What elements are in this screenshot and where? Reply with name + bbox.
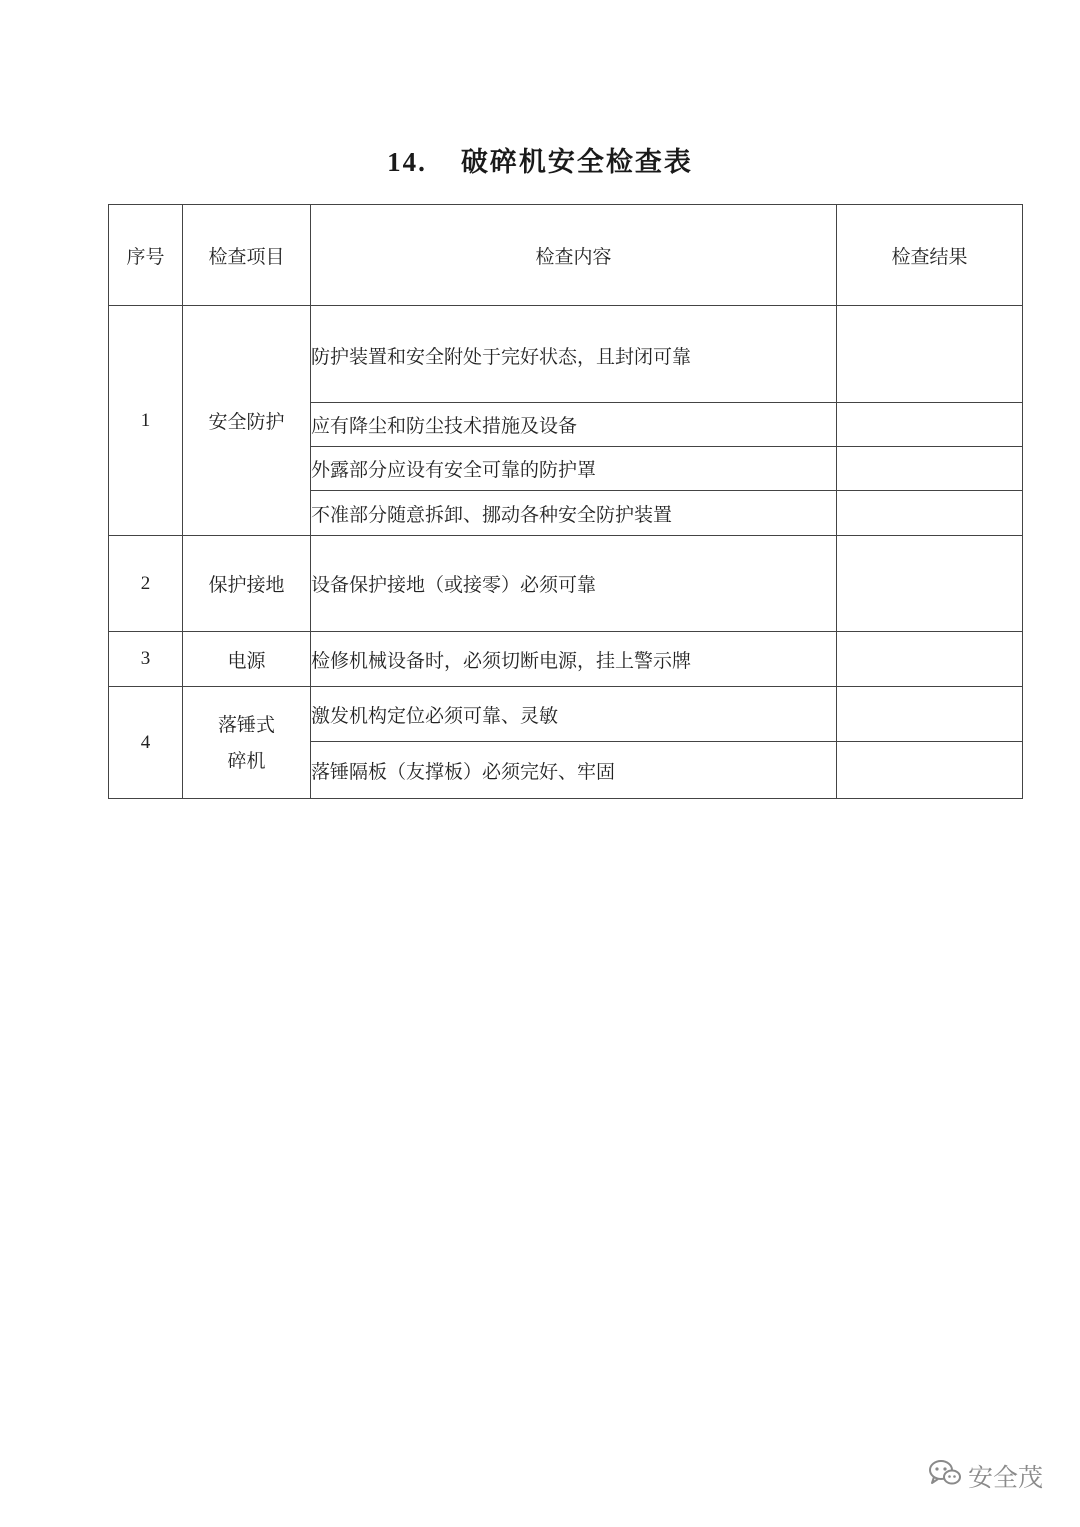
watermark — [928, 1456, 1043, 1496]
result-cell[interactable] — [837, 491, 1023, 536]
content-cell: 设备保护接地（或接零）必须可靠 — [311, 536, 837, 632]
result-cell[interactable] — [837, 687, 1023, 742]
item-line: 落锤式 — [217, 713, 275, 736]
table-row — [109, 306, 1023, 403]
seq-cell: 1 — [109, 306, 183, 536]
content-cell: 外露部分应设有安全可靠的防护罩 — [311, 447, 837, 491]
result-cell[interactable] — [837, 536, 1023, 632]
title-text: 破碎机安全检查表 — [460, 147, 693, 178]
result-cell[interactable] — [837, 403, 1023, 447]
content-cell: 应有降尘和防尘技术措施及设备 — [311, 403, 837, 447]
result-cell[interactable] — [837, 632, 1023, 687]
seq-cell: 2 — [109, 536, 183, 632]
table-row — [109, 536, 1023, 632]
result-cell[interactable] — [837, 742, 1023, 799]
result-cell[interactable] — [837, 447, 1023, 491]
page-title — [0, 138, 1080, 187]
content-cell: 落锤隔板（友撑板）必须完好、牢固 — [311, 742, 837, 799]
item-cell: 安全防护 — [183, 306, 311, 536]
header-content: 检查内容 — [311, 205, 837, 306]
header-result: 检查结果 — [837, 205, 1023, 306]
header-seq: 序号 — [109, 205, 183, 306]
table-row — [109, 632, 1023, 687]
table-row — [109, 687, 1023, 742]
content-cell: 检修机械设备时，必须切断电源，挂上警示牌 — [311, 632, 837, 687]
seq-cell: 3 — [109, 632, 183, 687]
title-number: 14. — [387, 147, 427, 177]
item-cell — [183, 687, 311, 799]
content-cell: 不准部分随意拆卸、挪动各种安全防护装置 — [311, 491, 837, 536]
header-row — [109, 205, 1023, 306]
header-item: 检查项目 — [183, 205, 311, 306]
wechat-icon — [928, 1458, 968, 1494]
seq-cell: 4 — [109, 687, 183, 799]
content-cell: 激发机构定位必须可靠、灵敏 — [311, 687, 837, 742]
watermark-text: 安全茂 — [968, 1463, 1044, 1492]
item-cell: 电源 — [183, 632, 311, 687]
checklist-table — [108, 204, 1023, 799]
item-line: 碎机 — [227, 749, 266, 772]
result-cell[interactable] — [837, 306, 1023, 403]
content-cell: 防护装置和安全附处于完好状态，且封闭可靠 — [311, 306, 837, 403]
item-cell: 保护接地 — [183, 536, 311, 632]
